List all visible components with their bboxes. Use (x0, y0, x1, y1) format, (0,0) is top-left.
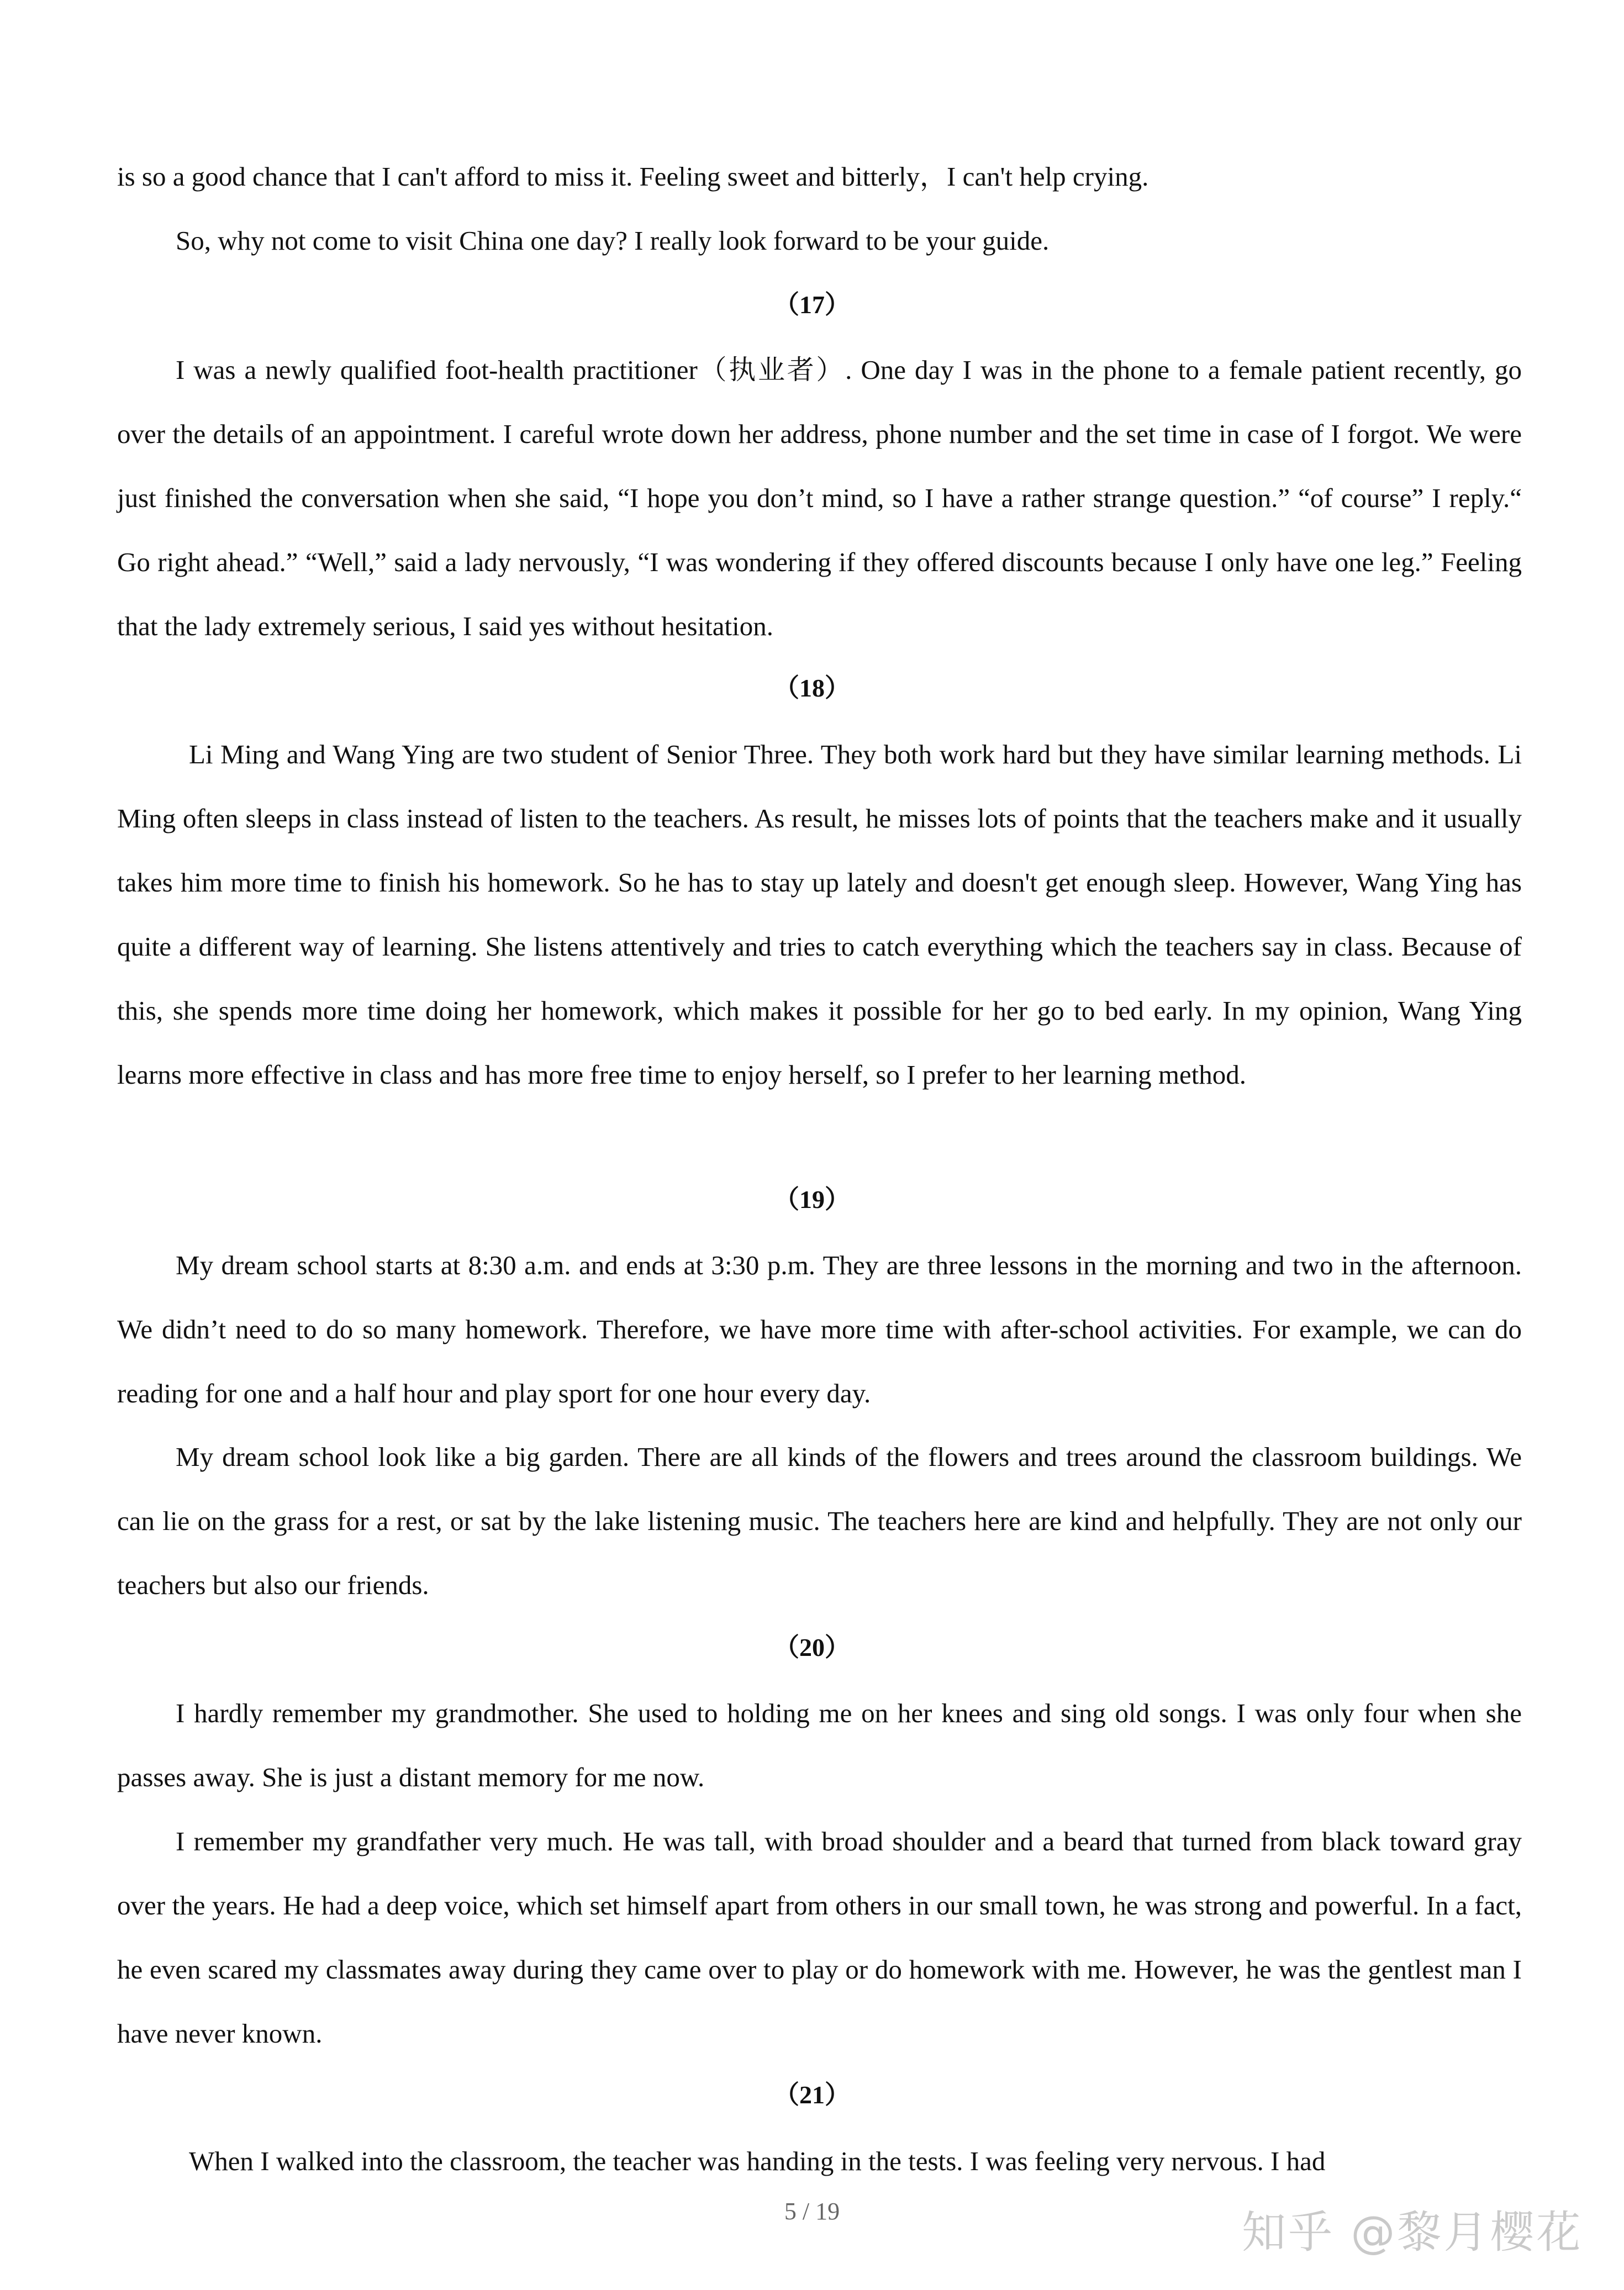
heading-18: （18） (774, 674, 850, 702)
heading-20: （20） (774, 1633, 850, 1661)
paragraph-16-end-b: So, why not come to visit China one day? I really look forward to be your guide. (176, 225, 1050, 256)
paragraph-19b: My dream school look like a big garden. There are all kinds of the flowers and trees around the classroom buildings. We can lie on the grass for a rest, or sat by the lake listening music. The teachers here are kind and helpfully. They are not only our teachers but also our friends. (117, 1442, 1522, 1600)
paragraph-21: When I walked into the classroom, the teacher was handing in the tests. I was feeling very nervous. I had (189, 2146, 1326, 2176)
heading-17: （17） (774, 291, 850, 319)
paragraph-19a: My dream school starts at 8:30 a.m. and ends at 3:30 p.m. They are three lessons in the morning and two in the afternoon. We didn’t need to do so many homework. Therefore, we have more time with after-school activities. For example, we can do reading for one and a half hour and play sport for one hour every day. (117, 1250, 1522, 1408)
paragraph-18: Li Ming and Wang Ying are two student of Senior Three. They both work hard but they have similar learning methods. Li Ming often sleeps in class instead of listen to the teachers. As result, he misses lots of points that the teachers make and it usually takes him more time to finish his homework. So he has to stay up lately and doesn't get enough sleep. However, Wang Ying has quite a different way of learning. She listens attentively and tries to catch everything which the teachers say in class. Because of this, she spends more time doing her homework, which makes it possible for her go to bed early. In my opinion, Wang Ying learns more effective in class and has more free time to enjoy herself, so I prefer to her learning method. (117, 739, 1522, 1090)
paragraph-20b: I remember my grandfather very much. He was tall, with broad shoulder and a beard that turned from black toward gray over the years. He had a deep voice, which set himself apart from others in our small town, he was strong and powerful. In a fact, he even scared my classmates away during they came over to play or do homework with me. However, he was the gentlest man I have never known. (117, 1826, 1522, 2049)
heading-19: （19） (774, 1185, 850, 1213)
heading-21: （21） (774, 2081, 850, 2109)
watermark-logo: 知乎 @黎月樱花 (1242, 2207, 1583, 2258)
paragraph-20a: I hardly remember my grandmother. She used to holding me on her knees and sing old songs. I was only four when she passes away. She is just a distant memory for me now. (117, 1698, 1522, 1792)
page-number: 5 / 19 (784, 2198, 840, 2225)
paragraph-17: I was a newly qualified foot-health practitioner（执业者）. One day I was in the phone to a female patient recently, go over the details of an appointment. I careful wrote down her address, phone number and the set time in case of I forgot. We were just finished the conversation when she said, “I hope you don’t mind, so I have a rather strange question.” “of course” I reply.“ Go right ahead.” “Well,” said a lady nervously, “I was wondering if they offered discounts because I only have one leg.” Feeling that the lady extremely serious, I said yes without hesitation. (117, 355, 1522, 641)
paragraph-16-end-a: is so a good chance that I can't afford to miss it. Feeling sweet and bitterly，I can't help crying. (117, 161, 1149, 192)
